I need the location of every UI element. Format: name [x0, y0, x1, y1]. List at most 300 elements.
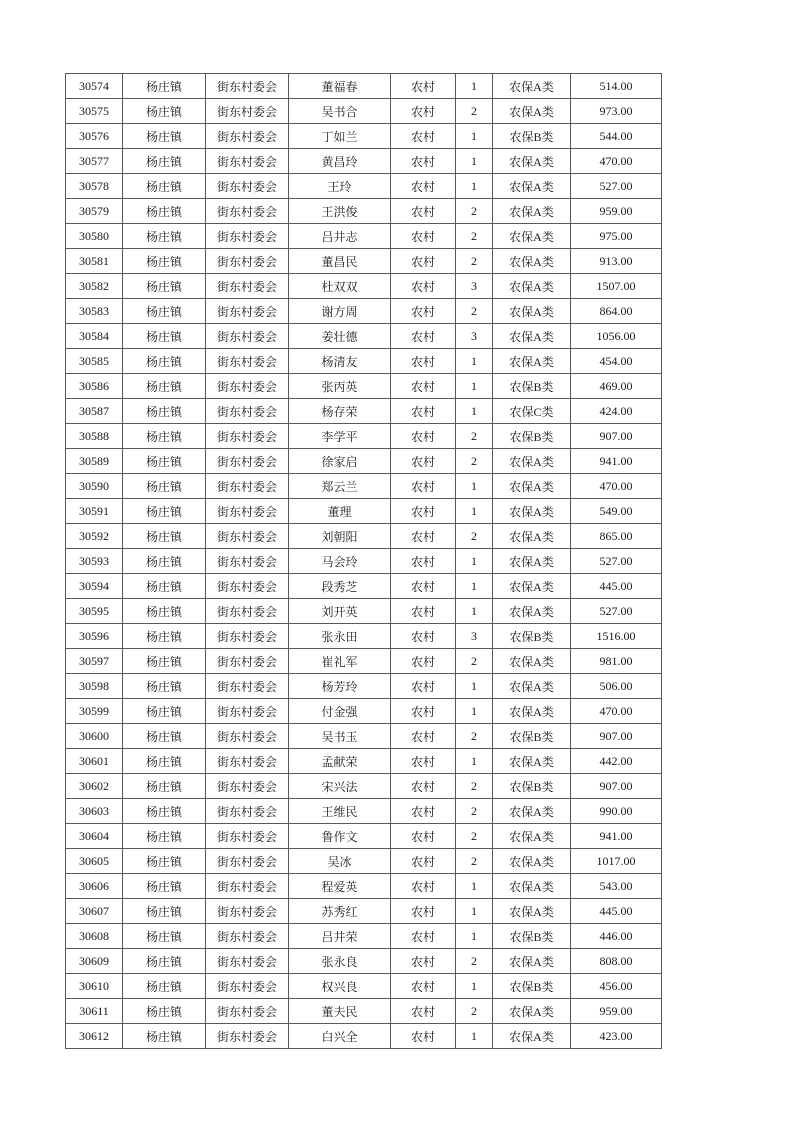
cell-person-name: 吴冰 — [289, 849, 391, 874]
cell-person-name: 吴书合 — [289, 99, 391, 124]
cell-person-name: 张永田 — [289, 624, 391, 649]
table-row — [66, 349, 662, 374]
cell-village-committee: 街东村委会 — [206, 949, 289, 974]
cell-insurance-category: 农保A类 — [493, 674, 571, 699]
cell-person-name: 吴书玉 — [289, 724, 391, 749]
cell-amount: 424.00 — [571, 399, 662, 424]
cell-record-id: 30593 — [66, 549, 123, 574]
cell-amount: 445.00 — [571, 899, 662, 924]
cell-town: 杨庄镇 — [123, 399, 206, 424]
cell-insurance-category: 农保A类 — [493, 274, 571, 299]
cell-record-id: 30578 — [66, 174, 123, 199]
cell-person-count: 1 — [456, 74, 493, 99]
cell-amount: 543.00 — [571, 874, 662, 899]
cell-record-id: 30594 — [66, 574, 123, 599]
table-row — [66, 199, 662, 224]
cell-town: 杨庄镇 — [123, 324, 206, 349]
cell-person-count: 2 — [456, 799, 493, 824]
cell-town: 杨庄镇 — [123, 99, 206, 124]
cell-amount: 941.00 — [571, 824, 662, 849]
cell-record-id: 30580 — [66, 224, 123, 249]
cell-amount: 959.00 — [571, 199, 662, 224]
cell-town: 杨庄镇 — [123, 449, 206, 474]
cell-residence-type: 农村 — [391, 874, 456, 899]
cell-insurance-category: 农保A类 — [493, 599, 571, 624]
cell-record-id: 30606 — [66, 874, 123, 899]
table-row — [66, 74, 662, 99]
cell-village-committee: 街东村委会 — [206, 899, 289, 924]
cell-person-count: 1 — [456, 749, 493, 774]
cell-amount: 865.00 — [571, 524, 662, 549]
cell-insurance-category: 农保A类 — [493, 349, 571, 374]
cell-record-id: 30587 — [66, 399, 123, 424]
table-row — [66, 774, 662, 799]
cell-record-id: 30612 — [66, 1024, 123, 1049]
cell-insurance-category: 农保B类 — [493, 624, 571, 649]
cell-record-id: 30576 — [66, 124, 123, 149]
cell-record-id: 30575 — [66, 99, 123, 124]
cell-village-committee: 街东村委会 — [206, 674, 289, 699]
cell-person-name: 黄昌玲 — [289, 149, 391, 174]
cell-insurance-category: 农保A类 — [493, 649, 571, 674]
cell-person-name: 白兴全 — [289, 1024, 391, 1049]
cell-town: 杨庄镇 — [123, 649, 206, 674]
cell-village-committee: 街东村委会 — [206, 324, 289, 349]
cell-person-name: 刘开英 — [289, 599, 391, 624]
cell-person-count: 1 — [456, 399, 493, 424]
table-row — [66, 524, 662, 549]
cell-village-committee: 街东村委会 — [206, 599, 289, 624]
cell-town: 杨庄镇 — [123, 299, 206, 324]
cell-amount: 907.00 — [571, 774, 662, 799]
cell-record-id: 30579 — [66, 199, 123, 224]
cell-insurance-category: 农保A类 — [493, 899, 571, 924]
table-body — [66, 74, 662, 1049]
table-row — [66, 749, 662, 774]
cell-record-id: 30598 — [66, 674, 123, 699]
cell-person-count: 2 — [456, 999, 493, 1024]
cell-person-name: 姜壮德 — [289, 324, 391, 349]
cell-person-name: 吕井荣 — [289, 924, 391, 949]
cell-person-name: 苏秀红 — [289, 899, 391, 924]
cell-town: 杨庄镇 — [123, 349, 206, 374]
cell-record-id: 30602 — [66, 774, 123, 799]
cell-person-count: 3 — [456, 274, 493, 299]
cell-amount: 423.00 — [571, 1024, 662, 1049]
cell-town: 杨庄镇 — [123, 424, 206, 449]
cell-village-committee: 街东村委会 — [206, 424, 289, 449]
table-row — [66, 474, 662, 499]
table-row — [66, 274, 662, 299]
cell-town: 杨庄镇 — [123, 774, 206, 799]
cell-person-count: 3 — [456, 624, 493, 649]
cell-amount: 864.00 — [571, 299, 662, 324]
table-row — [66, 124, 662, 149]
cell-residence-type: 农村 — [391, 749, 456, 774]
cell-insurance-category: 农保A类 — [493, 874, 571, 899]
cell-record-id: 30596 — [66, 624, 123, 649]
cell-person-count: 2 — [456, 849, 493, 874]
cell-amount: 981.00 — [571, 649, 662, 674]
cell-village-committee: 街东村委会 — [206, 374, 289, 399]
cell-village-committee: 街东村委会 — [206, 699, 289, 724]
cell-town: 杨庄镇 — [123, 499, 206, 524]
cell-town: 杨庄镇 — [123, 999, 206, 1024]
cell-amount: 1507.00 — [571, 274, 662, 299]
cell-residence-type: 农村 — [391, 849, 456, 874]
cell-residence-type: 农村 — [391, 249, 456, 274]
cell-village-committee: 街东村委会 — [206, 974, 289, 999]
cell-residence-type: 农村 — [391, 899, 456, 924]
table-row — [66, 374, 662, 399]
cell-village-committee: 街东村委会 — [206, 99, 289, 124]
cell-residence-type: 农村 — [391, 324, 456, 349]
cell-town: 杨庄镇 — [123, 149, 206, 174]
cell-residence-type: 农村 — [391, 949, 456, 974]
cell-person-count: 2 — [456, 724, 493, 749]
table-row — [66, 824, 662, 849]
table-row — [66, 599, 662, 624]
cell-insurance-category: 农保A类 — [493, 324, 571, 349]
cell-person-name: 张永良 — [289, 949, 391, 974]
cell-person-name: 刘朝阳 — [289, 524, 391, 549]
table-row — [66, 549, 662, 574]
cell-insurance-category: 农保B类 — [493, 774, 571, 799]
cell-amount: 470.00 — [571, 474, 662, 499]
cell-person-count: 1 — [456, 549, 493, 574]
cell-village-committee: 街东村委会 — [206, 799, 289, 824]
cell-person-name: 杨存荣 — [289, 399, 391, 424]
cell-person-count: 1 — [456, 124, 493, 149]
table-row — [66, 299, 662, 324]
cell-residence-type: 农村 — [391, 224, 456, 249]
cell-record-id: 30577 — [66, 149, 123, 174]
cell-person-name: 董福春 — [289, 74, 391, 99]
cell-record-id: 30582 — [66, 274, 123, 299]
cell-person-name: 段秀芝 — [289, 574, 391, 599]
cell-person-count: 2 — [456, 524, 493, 549]
cell-insurance-category: 农保A类 — [493, 999, 571, 1024]
cell-person-count: 1 — [456, 599, 493, 624]
cell-record-id: 30599 — [66, 699, 123, 724]
cell-insurance-category: 农保A类 — [493, 949, 571, 974]
cell-town: 杨庄镇 — [123, 224, 206, 249]
cell-village-committee: 街东村委会 — [206, 349, 289, 374]
cell-town: 杨庄镇 — [123, 849, 206, 874]
cell-person-name: 张丙英 — [289, 374, 391, 399]
cell-town: 杨庄镇 — [123, 549, 206, 574]
cell-person-count: 2 — [456, 774, 493, 799]
cell-amount: 959.00 — [571, 999, 662, 1024]
cell-residence-type: 农村 — [391, 424, 456, 449]
cell-person-count: 2 — [456, 249, 493, 274]
cell-town: 杨庄镇 — [123, 899, 206, 924]
cell-amount: 442.00 — [571, 749, 662, 774]
cell-person-name: 王洪俊 — [289, 199, 391, 224]
table-row — [66, 999, 662, 1024]
table-row — [66, 874, 662, 899]
cell-record-id: 30608 — [66, 924, 123, 949]
cell-village-committee: 街东村委会 — [206, 649, 289, 674]
cell-residence-type: 农村 — [391, 74, 456, 99]
cell-person-name: 杨清友 — [289, 349, 391, 374]
cell-person-count: 2 — [456, 824, 493, 849]
cell-amount: 446.00 — [571, 924, 662, 949]
cell-village-committee: 街东村委会 — [206, 399, 289, 424]
cell-town: 杨庄镇 — [123, 474, 206, 499]
cell-amount: 913.00 — [571, 249, 662, 274]
cell-village-committee: 街东村委会 — [206, 299, 289, 324]
records-table — [65, 73, 662, 1049]
cell-record-id: 30584 — [66, 324, 123, 349]
table-row — [66, 149, 662, 174]
cell-town: 杨庄镇 — [123, 199, 206, 224]
cell-town: 杨庄镇 — [123, 749, 206, 774]
cell-person-count: 1 — [456, 1024, 493, 1049]
cell-village-committee: 街东村委会 — [206, 1024, 289, 1049]
cell-insurance-category: 农保B类 — [493, 124, 571, 149]
cell-person-count: 1 — [456, 174, 493, 199]
cell-amount: 527.00 — [571, 599, 662, 624]
cell-village-committee: 街东村委会 — [206, 249, 289, 274]
cell-town: 杨庄镇 — [123, 924, 206, 949]
cell-person-count: 2 — [456, 224, 493, 249]
cell-village-committee: 街东村委会 — [206, 824, 289, 849]
cell-insurance-category: 农保A类 — [493, 799, 571, 824]
cell-insurance-category: 农保A类 — [493, 99, 571, 124]
cell-person-count: 2 — [456, 99, 493, 124]
cell-residence-type: 农村 — [391, 599, 456, 624]
cell-residence-type: 农村 — [391, 774, 456, 799]
cell-insurance-category: 农保A类 — [493, 74, 571, 99]
cell-person-name: 董昌民 — [289, 249, 391, 274]
cell-insurance-category: 农保A类 — [493, 824, 571, 849]
cell-village-committee: 街东村委会 — [206, 449, 289, 474]
cell-village-committee: 街东村委会 — [206, 549, 289, 574]
cell-residence-type: 农村 — [391, 399, 456, 424]
cell-insurance-category: 农保B类 — [493, 424, 571, 449]
cell-village-committee: 街东村委会 — [206, 149, 289, 174]
cell-person-name: 宋兴法 — [289, 774, 391, 799]
cell-village-committee: 街东村委会 — [206, 474, 289, 499]
cell-person-name: 王玲 — [289, 174, 391, 199]
cell-town: 杨庄镇 — [123, 699, 206, 724]
cell-person-count: 1 — [456, 674, 493, 699]
cell-town: 杨庄镇 — [123, 124, 206, 149]
cell-record-id: 30574 — [66, 74, 123, 99]
cell-village-committee: 街东村委会 — [206, 924, 289, 949]
table-row — [66, 399, 662, 424]
table-row — [66, 649, 662, 674]
cell-person-name: 王维民 — [289, 799, 391, 824]
cell-amount: 445.00 — [571, 574, 662, 599]
cell-village-committee: 街东村委会 — [206, 274, 289, 299]
cell-person-count: 2 — [456, 649, 493, 674]
cell-record-id: 30589 — [66, 449, 123, 474]
cell-town: 杨庄镇 — [123, 974, 206, 999]
cell-person-name: 杨芳玲 — [289, 674, 391, 699]
cell-residence-type: 农村 — [391, 624, 456, 649]
table-row — [66, 499, 662, 524]
cell-village-committee: 街东村委会 — [206, 174, 289, 199]
cell-residence-type: 农村 — [391, 449, 456, 474]
cell-person-count: 2 — [456, 199, 493, 224]
cell-town: 杨庄镇 — [123, 824, 206, 849]
cell-record-id: 30595 — [66, 599, 123, 624]
cell-amount: 907.00 — [571, 424, 662, 449]
cell-residence-type: 农村 — [391, 674, 456, 699]
cell-town: 杨庄镇 — [123, 874, 206, 899]
cell-town: 杨庄镇 — [123, 799, 206, 824]
cell-village-committee: 街东村委会 — [206, 574, 289, 599]
cell-person-count: 1 — [456, 874, 493, 899]
cell-person-count: 2 — [456, 949, 493, 974]
cell-record-id: 30592 — [66, 524, 123, 549]
cell-village-committee: 街东村委会 — [206, 199, 289, 224]
cell-village-committee: 街东村委会 — [206, 124, 289, 149]
cell-record-id: 30588 — [66, 424, 123, 449]
table-row — [66, 224, 662, 249]
cell-person-count: 1 — [456, 374, 493, 399]
cell-person-count: 2 — [456, 449, 493, 474]
cell-insurance-category: 农保B类 — [493, 924, 571, 949]
cell-person-name: 丁如兰 — [289, 124, 391, 149]
cell-village-committee: 街东村委会 — [206, 774, 289, 799]
cell-village-committee: 街东村委会 — [206, 999, 289, 1024]
cell-residence-type: 农村 — [391, 499, 456, 524]
cell-village-committee: 街东村委会 — [206, 524, 289, 549]
cell-residence-type: 农村 — [391, 699, 456, 724]
cell-amount: 469.00 — [571, 374, 662, 399]
cell-person-name: 崔礼军 — [289, 649, 391, 674]
cell-amount: 506.00 — [571, 674, 662, 699]
cell-record-id: 30601 — [66, 749, 123, 774]
cell-residence-type: 农村 — [391, 149, 456, 174]
cell-record-id: 30585 — [66, 349, 123, 374]
cell-person-name: 郑云兰 — [289, 474, 391, 499]
cell-town: 杨庄镇 — [123, 674, 206, 699]
cell-residence-type: 农村 — [391, 299, 456, 324]
cell-insurance-category: 农保B类 — [493, 974, 571, 999]
cell-record-id: 30591 — [66, 499, 123, 524]
cell-person-count: 1 — [456, 699, 493, 724]
table-row — [66, 449, 662, 474]
cell-town: 杨庄镇 — [123, 574, 206, 599]
cell-residence-type: 农村 — [391, 924, 456, 949]
cell-amount: 456.00 — [571, 974, 662, 999]
cell-insurance-category: 农保B类 — [493, 374, 571, 399]
cell-residence-type: 农村 — [391, 999, 456, 1024]
cell-person-name: 付金强 — [289, 699, 391, 724]
cell-amount: 973.00 — [571, 99, 662, 124]
cell-residence-type: 农村 — [391, 274, 456, 299]
cell-record-id: 30600 — [66, 724, 123, 749]
cell-insurance-category: 农保A类 — [493, 574, 571, 599]
cell-residence-type: 农村 — [391, 349, 456, 374]
cell-village-committee: 街东村委会 — [206, 224, 289, 249]
cell-amount: 470.00 — [571, 699, 662, 724]
cell-amount: 907.00 — [571, 724, 662, 749]
cell-town: 杨庄镇 — [123, 74, 206, 99]
cell-person-count: 1 — [456, 574, 493, 599]
cell-record-id: 30603 — [66, 799, 123, 824]
table-row — [66, 574, 662, 599]
table-row — [66, 99, 662, 124]
table-row — [66, 949, 662, 974]
table-row — [66, 849, 662, 874]
table-row — [66, 324, 662, 349]
cell-person-name: 鲁作文 — [289, 824, 391, 849]
cell-person-name: 马会玲 — [289, 549, 391, 574]
cell-insurance-category: 农保A类 — [493, 849, 571, 874]
cell-amount: 454.00 — [571, 349, 662, 374]
cell-record-id: 30590 — [66, 474, 123, 499]
cell-person-name: 程爱英 — [289, 874, 391, 899]
cell-insurance-category: 农保A类 — [493, 474, 571, 499]
cell-amount: 470.00 — [571, 149, 662, 174]
cell-amount: 549.00 — [571, 499, 662, 524]
cell-insurance-category: 农保A类 — [493, 749, 571, 774]
cell-amount: 514.00 — [571, 74, 662, 99]
cell-record-id: 30597 — [66, 649, 123, 674]
cell-amount: 544.00 — [571, 124, 662, 149]
cell-insurance-category: 农保A类 — [493, 699, 571, 724]
cell-residence-type: 农村 — [391, 124, 456, 149]
cell-insurance-category: 农保A类 — [493, 224, 571, 249]
cell-person-count: 1 — [456, 499, 493, 524]
cell-amount: 941.00 — [571, 449, 662, 474]
cell-town: 杨庄镇 — [123, 274, 206, 299]
table-row — [66, 174, 662, 199]
cell-village-committee: 街东村委会 — [206, 724, 289, 749]
table-row — [66, 674, 662, 699]
cell-amount: 808.00 — [571, 949, 662, 974]
cell-record-id: 30583 — [66, 299, 123, 324]
cell-record-id: 30607 — [66, 899, 123, 924]
cell-person-name: 谢方周 — [289, 299, 391, 324]
table-row — [66, 724, 662, 749]
cell-person-name: 董夫民 — [289, 999, 391, 1024]
cell-town: 杨庄镇 — [123, 524, 206, 549]
cell-insurance-category: 农保A类 — [493, 449, 571, 474]
cell-record-id: 30610 — [66, 974, 123, 999]
cell-person-count: 1 — [456, 474, 493, 499]
cell-town: 杨庄镇 — [123, 624, 206, 649]
cell-town: 杨庄镇 — [123, 599, 206, 624]
cell-residence-type: 农村 — [391, 199, 456, 224]
cell-residence-type: 农村 — [391, 824, 456, 849]
cell-record-id: 30604 — [66, 824, 123, 849]
cell-person-name: 董理 — [289, 499, 391, 524]
cell-insurance-category: 农保A类 — [493, 174, 571, 199]
table-row — [66, 899, 662, 924]
cell-insurance-category: 农保A类 — [493, 299, 571, 324]
table-row — [66, 699, 662, 724]
cell-town: 杨庄镇 — [123, 249, 206, 274]
cell-residence-type: 农村 — [391, 649, 456, 674]
cell-amount: 1516.00 — [571, 624, 662, 649]
cell-village-committee: 街东村委会 — [206, 499, 289, 524]
cell-record-id: 30605 — [66, 849, 123, 874]
cell-amount: 1056.00 — [571, 324, 662, 349]
cell-insurance-category: 农保A类 — [493, 499, 571, 524]
cell-amount: 990.00 — [571, 799, 662, 824]
cell-residence-type: 农村 — [391, 974, 456, 999]
cell-insurance-category: 农保A类 — [493, 1024, 571, 1049]
cell-insurance-category: 农保A类 — [493, 549, 571, 574]
table-row — [66, 1024, 662, 1049]
cell-insurance-category: 农保A类 — [493, 199, 571, 224]
